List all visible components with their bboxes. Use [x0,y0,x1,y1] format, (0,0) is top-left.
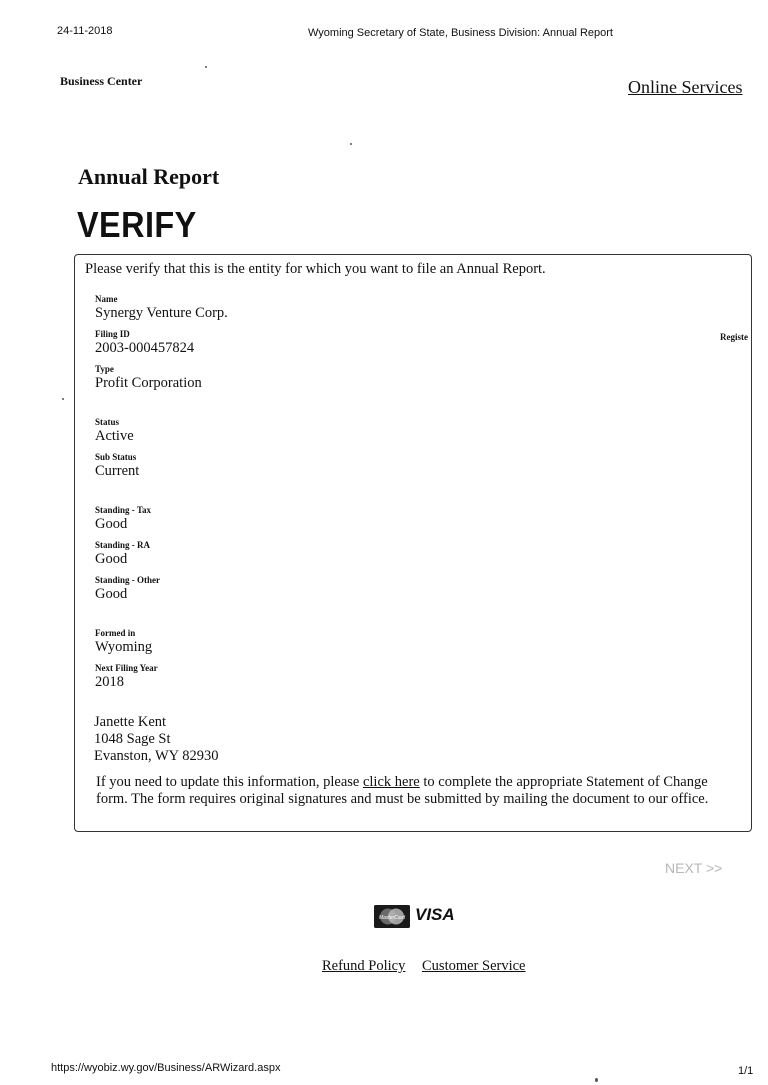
filing-id-value: 2003-000457824 [95,340,195,356]
customer-service-link[interactable]: Customer Service [422,958,526,974]
print-url: https://wyobiz.wy.gov/Business/ARWizard.aspx [51,1062,281,1074]
sub-status-label: Sub Status [95,452,137,462]
standing-other-label: Standing - Other [95,575,161,585]
standing-ra-label: Standing - RA [95,540,151,550]
scan-speck [62,398,64,400]
page-number: 1/1 [738,1065,754,1077]
name-value: Synergy Venture Corp. [95,305,228,321]
mastercard-text: MasterCard [378,915,406,921]
agent-street: 1048 Sage St [94,731,171,747]
visa-logo: VISA [415,905,455,924]
filing-id-label: Filing ID [95,329,130,339]
register-column-label: Registe [720,332,748,342]
update-text-before: If you need to update this information, please [96,774,363,790]
business-center-link[interactable]: Business Center [60,74,143,88]
status-value: Active [95,428,134,444]
scan-speck [205,66,207,68]
step-title: VERIFY [77,204,197,245]
agent-city-state-zip: Evanston, WY 82930 [94,748,219,764]
sub-status-value: Current [95,463,140,479]
next-button[interactable]: NEXT >> [665,860,723,876]
click-here-link[interactable]: click here [362,774,420,790]
verify-intro-text: Please verify that this is the entity for which you want to file an Annual Report. [85,261,546,277]
scan-speck [595,1078,598,1082]
agent-name: Janette Kent [94,714,167,730]
print-title: Wyoming Secretary of State, Business Division: Annual Report [308,27,613,39]
status-label: Status [95,417,120,427]
next-filing-year-value: 2018 [95,674,124,690]
update-text-after: to complete the appropriate Statement of Change form. The form requires original signatures and must be submitted by mailing the document to our office. [96,774,709,807]
mastercard-logo [374,905,410,928]
name-label: Name [95,294,118,304]
update-instructions [96,774,736,808]
mastercard-icon [374,905,410,928]
page-heading: Annual Report [78,164,220,189]
print-date: 24-11-2018 [57,25,113,37]
next-filing-year-label: Next Filing Year [95,663,158,673]
standing-tax-label: Standing - Tax [95,505,152,515]
type-label: Type [95,364,114,374]
refund-policy-link[interactable]: Refund Policy [322,958,406,974]
scan-speck [350,143,352,145]
standing-tax-value: Good [95,516,128,532]
standing-other-value: Good [95,586,128,602]
standing-ra-value: Good [95,551,128,567]
formed-in-value: Wyoming [95,639,153,655]
type-value: Profit Corporation [95,375,202,391]
online-services-link[interactable]: Online Services [628,77,743,97]
formed-in-label: Formed in [95,628,136,638]
